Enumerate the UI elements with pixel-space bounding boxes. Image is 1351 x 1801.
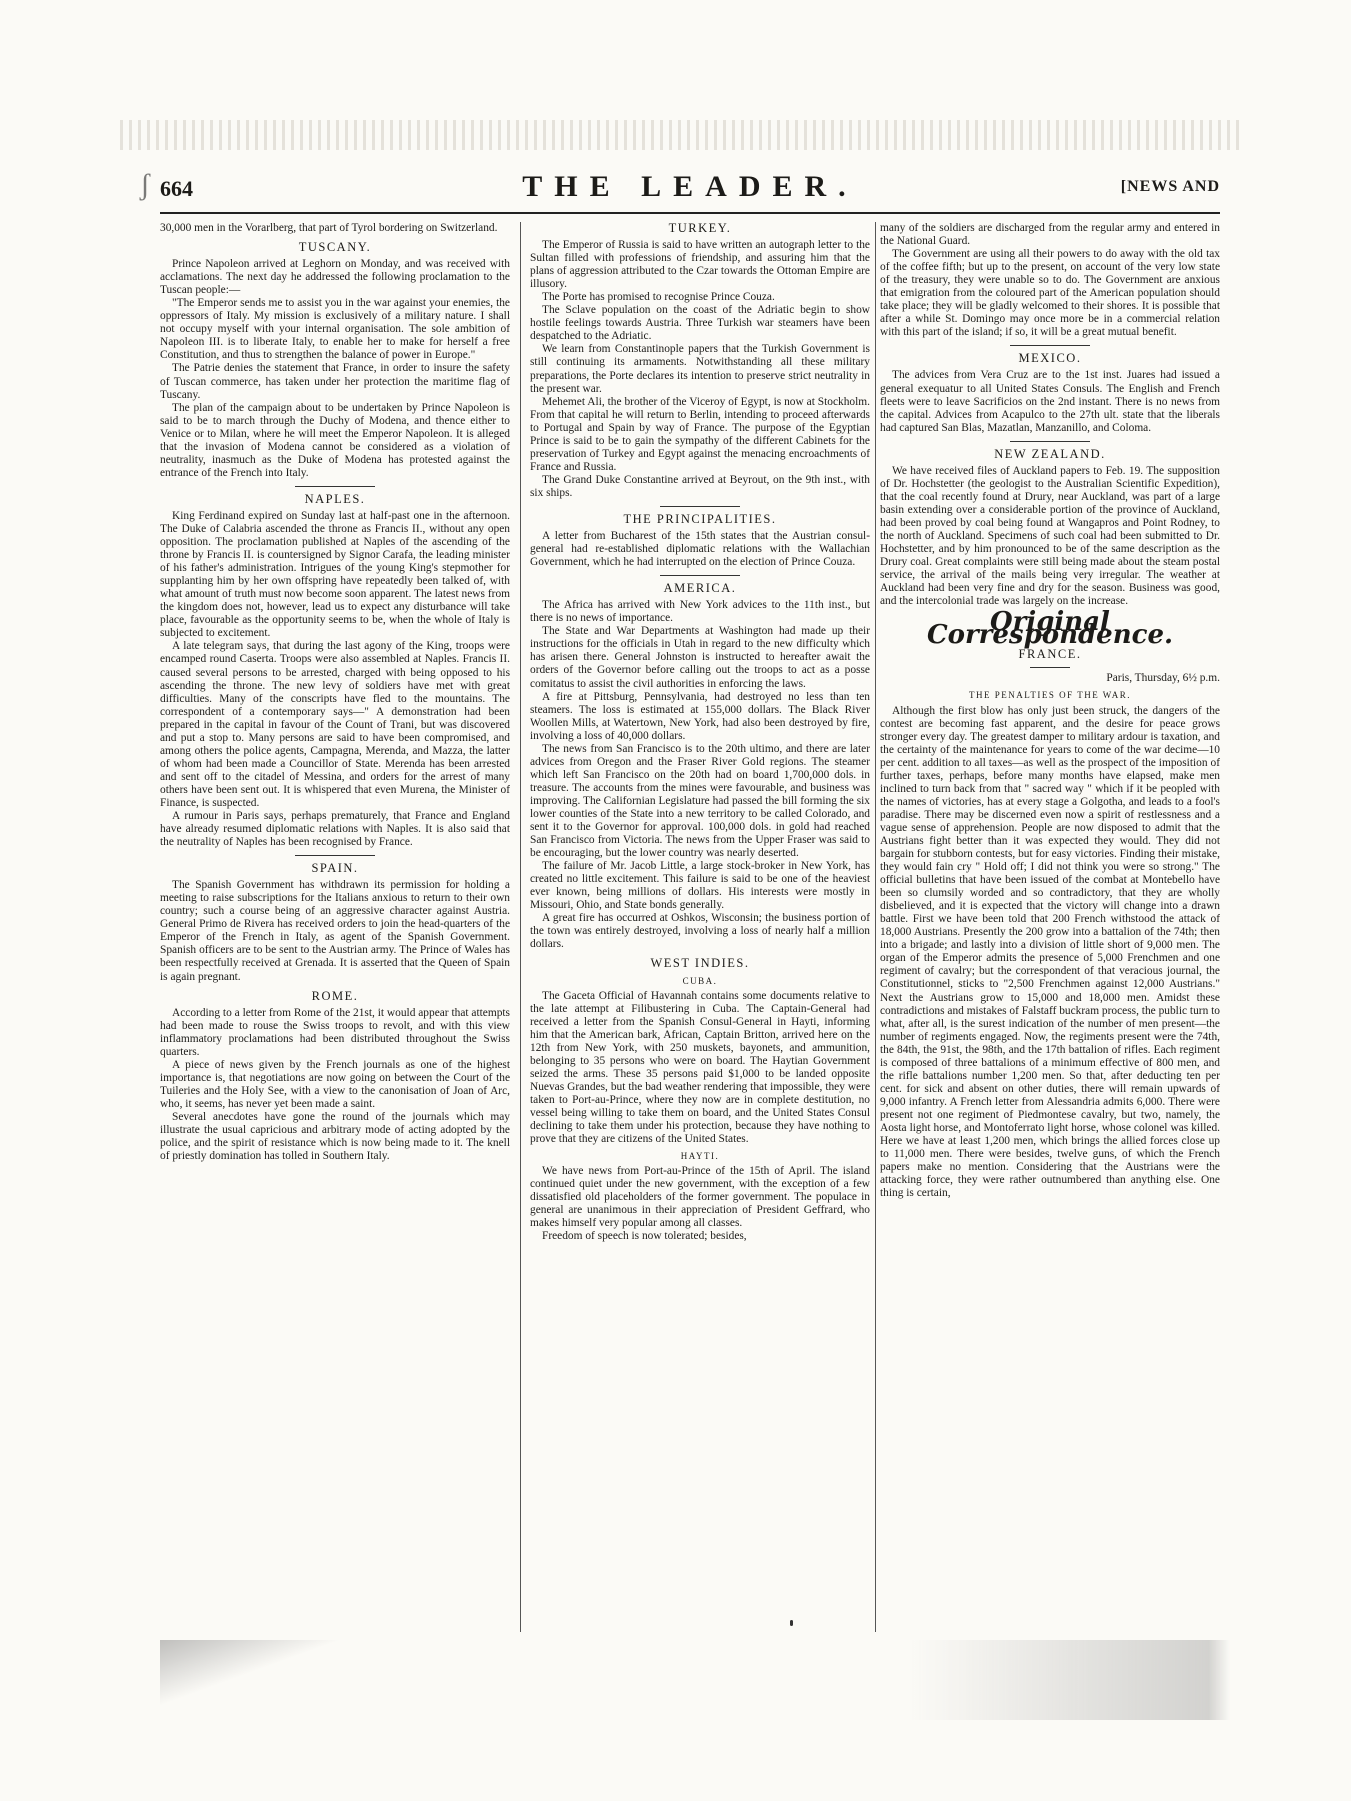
section-title-rome: ROME. [311,988,359,1003]
paragraph: A piece of news given by the French journals as one of the highest importance is, that negotiations are now going on between the Court of the Tuileries and the Holy See, with a view to the canonisation of Joan of Arc, who, it seems, has never yet been made a saint. [160,1058,510,1110]
section-title-new-zealand: NEW ZEALAND. [994,446,1106,461]
paragraph: According to a letter from Rome of the 21st, it would appear that attempts had been made to rouse the Swiss troops to revolt, and with this view inflammatory proclamations had been distributed throughout the Swiss quarters. [160,1006,510,1058]
paragraph: The Porte has promised to recognise Prince Couza. [542,291,775,304]
paragraph: The news from San Francisco is to the 20th ultimo, and there are later advices from Oregon and the Fraser River Gold regions. The steamer which left San Francisco on the 20th had on board 1,700,000 dols. in treasure. The accounts from the mines were favourable, and business was improving. The Californian Legislature had passed the bill forming the six lower counties of the State into a new territory to be called Colorado, and sent it to the Governor for approval. 100,000 dols. in gold had reached San Francisco from Victoria. The news from the Upper Fraser was said to be encouraging, but the lower country was nearly deserted. [530,742,870,860]
paragraph: The Grand Duke Constantine arrived at Beyrout, on the 9th inst., with six ships. [530,473,870,499]
paragraph: Prince Napoleon arrived at Leghorn on Monday, and was received with acclamations. The next day he addressed the following proclamation to the Tuscan people:— [160,258,510,297]
divider [660,506,740,507]
dateline: Paris, Thursday, 6½ p.m. [1106,672,1220,685]
column-1 [160,222,510,1632]
subsection-title-hayti: HAYTI. [680,1151,720,1162]
paragraph: many of the soldiers are discharged from the regular army and entered in the National Guard. [880,222,1220,248]
paragraph: The State and War Departments at Washington had made up their instructions for the officials in Utah in regard to the new difficulty which has arisen there. General Johnston is instructed to hereafter await the orders of the Governor before calling out the troops to act as a posse comitatus to assist the civil authorities in enforcing the laws. [530,625,870,690]
paragraph: The Africa has arrived with New York advices to the 11th inst., but there is no news of importance. [530,599,870,625]
column-rule [520,222,521,1632]
paragraph: "The Emperor sends me to assist you in the war against your enemies, the oppressors of Italy. My mission is exclusively of a military nature. I shall not occupy myself with your internal organisation. The sole ambition of Napoleon III. is to liberate Italy, to enable her to make for herself a free Constitution, and thus to strengthen the balance of power in Europe." [160,297,510,362]
divider [1010,345,1090,346]
scan-speck [790,1620,793,1626]
scan-artifact-bottom [160,1640,1230,1720]
paragraph: A fire at Pittsburg, Pennsylvania, had destroyed no less than ten steamers. The loss is estimated at 155,000 dollars. The Black River Woollen Mills, at Watertown, New York, had also been destroyed by fire, involving a loss of 40,000 dollars. [530,690,870,742]
paragraph: A letter from Bucharest of the 15th states that the Austrian consul-general had re-established diplomatic relations with the Wallachian Government, which he had interrupted on the election of Prince Couza. [530,530,870,569]
section-title-mexico: MEXICO. [1018,351,1082,366]
column-rule [875,222,876,1632]
paragraph: We learn from Constantinople papers that the Turkish Government is still continuing its armaments. Notwithstanding all these military preparations, the Porte declares its intention to preserve strict neutrality in the present war. [530,343,870,395]
column-2 [530,222,870,1632]
running-head: [NEWS AND [1120,178,1220,195]
paragraph: The advices from Vera Cruz are to the 1st inst. Juares had issued a general exequatur to all United States Consuls. The English and French fleets were to leave Sacrificios on the 2nd instant. There is no news from the capital. Advices from Acapulco to the 27th ult. state that the liberals had captured San Blas, Mazatlan, Manzanillo, and Coloma. [880,369,1220,434]
divider [660,575,740,576]
paragraph: The Government are using all their powers to do away with the old tax of the coffee fifth; but up to the present, on account of the very low state of the treasury, they were unable so to do. The Government are anxious that emigration from the coloured part of the American population should take place; they will be gladly welcomed to their shores. It is possible that after a while St. Domingo may once more be in a commercial relation with this part of the island; if so, it will be a great mutual benefit. [880,248,1220,339]
section-title-tuscany: TUSCANY. [298,240,372,255]
page-header [160,168,1220,214]
scan-mark-left: ʃ [140,168,150,201]
section-title-spain: SPAIN. [311,861,359,876]
section-title-turkey: TURKEY. [668,222,732,235]
section-title-america: AMERICA. [663,581,737,596]
paragraph: A great fire has occurred at Oshkos, Wisconsin; the business portion of the town was entirely destroyed, involving a loss of nearly half a million dollars. [530,912,870,951]
page-number: 664 [160,176,193,201]
section-title-naples: NAPLES. [304,491,366,506]
paragraph: Freedom of speech is now tolerated; besides, [542,1230,747,1243]
paragraph: We have received files of Auckland papers to Feb. 19. The supposition of Dr. Hochstetter (the geologist to the Australian Scientific Expedition), that the coal recently found at Drury, near Auckland, was part of a large basin extending over a considerable portion of the province of Auckland, had been proved by coal being found at Wangapros and Point Rodney, to the north of Auckland. Specimens of such coal had been submitted to Dr. Hochstetter, and by him pronounced to be of the same description as the Drury coal. Great complaints were still being made about the steam postal service, the arrival of the mails being very irregular. The weather at Auckland had been very fine and dry for the season. Business was good, and the intercolonial trade was largely on the increase. [880,464,1220,608]
paragraph: The plan of the campaign about to be undertaken by Prince Napoleon is said to be to march through the Duchy of Modena, and thence either to Venice or to Milan, where he will meet the Emperor Napoleon. It is alleged that the invasion of Modena cannot be considered as a violation of neutrality, inasmuch as the Duke of Modena has protested against the entrance of the French into Italy. [160,401,510,479]
paragraph: We have news from Port-au-Prince of the 15th of April. The island continued quiet under the new government, with the exception of a few dissatisfied old placeholders of the former government. The populace in general are unanimous in their appreciation of President Geffrard, who makes himself very popular among all classes. [530,1165,870,1230]
paragraph: A late telegram says, that during the last agony of the King, troops were encamped round Caserta. Troops were also assembled at Naples. Francis II. caused several persons to be arrested, charged with being opposed to his ascending the throne. The new levy of soldiers have met with great difficulties. Many of the conscripts have fled to the mountains. The correspondent of a contemporary says—" A demonstration had been prepared in the capital in favour of the Count of Trani, but was discovered and put a stop to. Many persons are said to have been compromised, and among others the police agents, Campagna, Merenda, and Mazza, the latter of whom had been made a Councillor of State. Merenda has been arrested and sent off to the citadel of Messina, and orders for the arrest of many others have been sent out. It is whispered that even Murena, the Minister of Finance, is suspected. [160,640,510,809]
paragraph: 30,000 men in the Vorarlberg, that part of Tyrol bordering on Switzerland. [160,222,498,234]
section-title-principalities: THE PRINCIPALITIES. [623,511,777,526]
paragraph: The Patrie denies the statement that France, in order to insure the safety of Tuscan commerce, has taken under her protection the maritime flag of Tuscany. [160,362,510,401]
divider [1010,441,1090,442]
paragraph: Several anecdotes have gone the round of the journals which may illustrate the usual capricious and arbitrary mode of acting adopted by the police, and the spirit of resistance which is now being made to it. The knell of priestly domination has tolled in Southern Italy. [160,1111,510,1163]
paragraph: King Ferdinand expired on Sunday last at half-past one in the afternoon. The Duke of Calabria ascended the throne as Francis II., without any open opposition. The proclamation published at Naples of the ascending of the throne by Francis II. is countersigned by Signor Carafa, the leading minister of his father's administration. Intrigues of the young King's stepmother for supplanting him by her own offspring have repeatedly been talked of, with what amount of truth must now become soon apparent. The latest news from the kingdom does not, however, lead us to expect any disturbance will take place, favourable as the opportunity seems to be, when the whole of Italy is subjected to excitement. [160,509,510,640]
paragraph: The Gaceta Official of Havannah contains some documents relative to the late attempt at Filibustering in Cuba. The Captain-General had received a letter from the Spanish Consul-General in Hayti, informing him that the American bark, African, Captain Britton, arrived here on the 12th from New York, with 250 muskets, bayonets, and ammunition, belonging to 35 persons who were on board. The Haytian Government seized the arms. These 35 persons paid $1,000 to be landed opposite Nuevas Grandes, but the bad weather rendering that impossible, they were taken to Port-au-Prince, where they now are in complete destitution, no vessel being willing to take them on board, and the United States Consul declining to take them under his protection, because they have nothing to prove that they are citizens of the United States. [530,989,870,1146]
paragraph: A rumour in Paris says, perhaps prematurely, that France and England have already resumed diplomatic relations with Naples. It is also said that the neutrality of Naples has been recognised by France. [160,810,510,849]
section-title-west-indies: WEST INDIES. [650,956,750,971]
column-3 [880,222,1220,1632]
section-title-france: FRANCE. [1018,647,1082,662]
paragraph: Mehemet Ali, the brother of the Viceroy of Egypt, is now at Stockholm. From that capital he will return to Berlin, intending to proceed afterwards to Portugal and Spain by way of France. The purpose of the Egyptian Prince is said to be to gain the sympathy of the different Cabinets for the preservation of Turkey and Egypt against the menacing encroachments of France and Russia. [530,395,870,473]
divider [295,855,375,856]
scan-artifact-top [120,120,1240,150]
divider [1030,667,1070,668]
paragraph: The Emperor of Russia is said to have written an autograph letter to the Sultan filled with professions of friendship, and assuring him that the plans of aggression attributed to the Czar towards the Ottoman Empire are illusory. [530,239,870,291]
correspondence-heading: Original Correspondence. [926,607,1174,651]
paragraph: The Spanish Government has withdrawn its permission for holding a meeting to raise subscriptions for the Italians anxious to return to their own country; such a course being of an aggressive character against Austria. General Primo de Rivera has received orders to join the head-quarters of the Emperor of the French in Italy, as agent of the Spanish Government. Spanish officers are to be sent to the Austrian army. The Prince of Wales has been respectfully received at Grenada. It is asserted that the Queen of Spain is again pregnant. [160,879,510,983]
paragraph: Although the first blow has only just been struck, the dangers of the contest are becoming fast apparent, and the desire for peace grows stronger every day. The greatest damper to military ardour is taxation, and the certainty of the maintenance for years to come of the war decime—10 per cent. addition to all taxes—as well as the prospect of the imposition of further taxes, perhaps, before many months have elapsed, make men inclined to turn back from that " sacred way " which if it be peopled with the names of victories, has at every stage a Golgotha, and leads to a fool's paradise. There may be discerned even now a spirit of restlessness and a vague sense of apprehension. People are now disposed to admit that the Austrians fight better than it was expected they would. They did not bargain for stubborn contests, but for easy victories. Finding their mistake, they would fain cry " Hold off; I did not think you were so strong." The official bulletins that have been issued of the combat at Montebello have been so clumsily worded and so contradictory, that they are wholly disbelieved, and it is expected that the victory will change into a drawn battle. First we have been told that 200 French withstood the attack of 18,000 Austrians. Presently the 200 grow into a battalion of the 74th; then into a brigade; and lastly into a division of little short of 9,000 men. The organ of the Emperor admits the presence of 5,000 Frenchmen and one regiment of cavalry; but the correspondent of that veracious journal, the Constitutionnel, sticks to "2,500 Frenchmen against 12,000 Austrians." Next the Austrians grow to 15,000 and 18,000 men. Amidst these contradictions and mistakes of Falstaff buckram process, the public turn to what, after all, is the surest indication of the number of men present—the number of regiments engaged. Now, the regiments present were the 74th, the 84th, the 91st, the 98th, and the 17th battalion of rifles. Each regiment is composed of three battalions of a minimum effective of 800 men, and the rifle battalions number 1,200 men. So that, after deducting ten per cent. for sick and absent on other duties, there will remain upwards of 9,000 infantry. A French letter from Alessandria admits 6,000. There were present not one regiment of Piedmontese cavalry, but two, namely, the Aosta light horse, and Montoferrato light horse, whose colonel was killed. Here we have at least 1,200 men, which brings the allied forces close up to 11,000 men. There were besides, twelve guns, of which the French papers make no mention. Considering that the Austrians were the attacking force, they were rather outnumbered than anything else. One thing is certain, [880,704,1220,1200]
subsection-title-cuba: CUBA. [682,975,718,986]
paragraph: The Sclave population on the coast of the Adriatic begin to show hostile feelings towards Austria. Three Turkish war steamers have been despatched to the Adriatic. [530,304,870,343]
divider [295,486,375,487]
masthead: THE LEADER. [522,170,858,203]
paragraph: The failure of Mr. Jacob Little, a large stock-broker in New York, has created no little excitement. This failure is said to be one of the heaviest ever known, being millions of dollars. His interests were mostly in Missouri, Ohio, and State bonds generally. [530,860,870,912]
subsection-title-penalties: THE PENALTIES OF THE WAR. [968,690,1132,701]
